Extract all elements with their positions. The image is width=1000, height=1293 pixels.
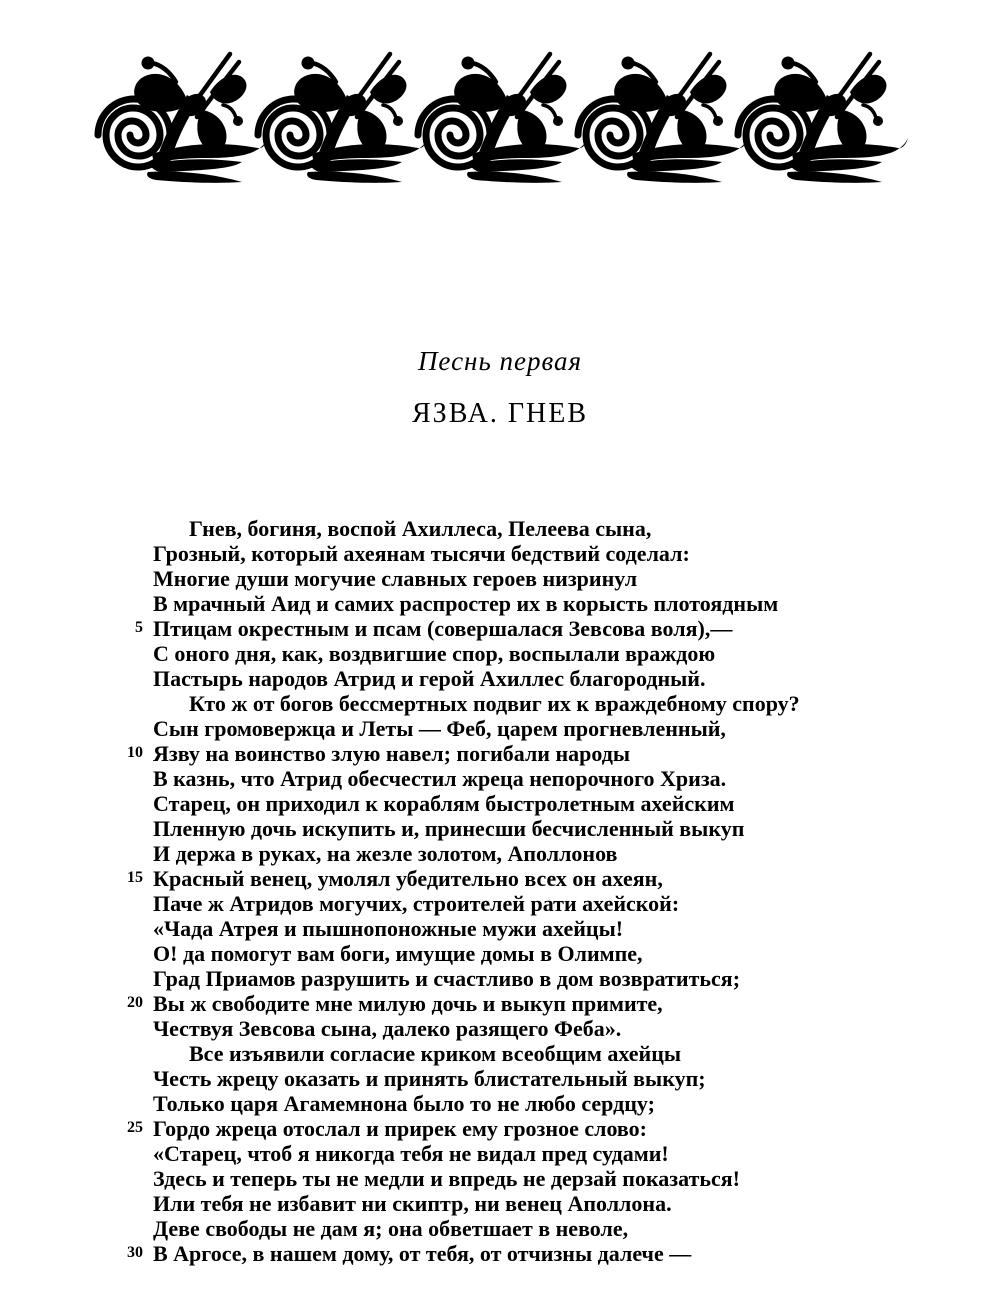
poem-line-text: Птицам окрестным и псам (совершалася Зевсова воля),— — [153, 616, 733, 641]
line-number: 20 — [127, 994, 143, 1011]
poem-line-text: Грозный, который ахеянам тысячи бедствий соделал: — [153, 541, 690, 566]
poem-line — [153, 1216, 800, 1241]
line-number: 30 — [127, 1244, 143, 1261]
poem-line — [127, 866, 800, 891]
poem-line — [153, 1016, 800, 1041]
poem-line-text: О! да помогут вам боги, имущие домы в Олимпе, — [153, 941, 643, 966]
poem-line — [153, 916, 800, 941]
poem-line-text: В казнь, что Атрид обесчестил жреца непорочного Хриза. — [153, 766, 727, 791]
line-number: 15 — [127, 869, 143, 886]
poem-line-text: Гнев, богиня, воспой Ахиллеса, Пелеева сына, — [189, 516, 652, 541]
poem-line-text: Вы ж свободите мне милую дочь и выкуп примите, — [153, 991, 663, 1016]
poem-line-text: Деве свободы не дам я; она обветшает в неволе, — [153, 1216, 629, 1241]
poem-line-text: Здесь и теперь ты не медли и впредь не дерзай показаться! — [153, 1166, 740, 1191]
poem-line — [153, 1091, 800, 1116]
poem-line — [153, 1191, 800, 1216]
floral-motif-icon — [578, 54, 748, 183]
poem-line-text: Только царя Агамемнона было то не любо сердцу; — [153, 1091, 655, 1116]
poem-text-block — [127, 516, 800, 1266]
poem-line — [135, 616, 800, 641]
poem-line — [127, 991, 800, 1016]
poem-line-text: Пленную дочь искупить и, принесши бесчисленный выкуп — [153, 816, 745, 841]
poem-line-text: Честь жрецу оказать и принять блистательный выкуп; — [153, 1066, 706, 1091]
poem-line — [153, 566, 800, 591]
poem-line-text: В мрачный Аид и самих распростер их в корысть плотоядным — [153, 591, 779, 616]
poem-line-text: «Чада Атрея и пышнопоножные мужи ахейцы! — [153, 916, 624, 941]
poem-line-text: Многие души могучие славных героев низринул — [153, 566, 638, 591]
floral-motif-icon — [738, 54, 908, 183]
line-number: 25 — [127, 1119, 143, 1136]
poem-line — [127, 1116, 800, 1141]
song-title: Песнь первая — [417, 346, 583, 376]
poem-line — [153, 841, 800, 866]
poem-line — [153, 1041, 800, 1066]
line-number: 10 — [127, 744, 143, 761]
poem-line-text: Все изъявили согласие криком всеобщим ахейцы — [189, 1041, 682, 1066]
poem-line — [153, 966, 800, 991]
poem-line-text: И держа в руках, на жезле золотом, Аполлонов — [153, 841, 618, 866]
poem-line-text: Пастырь народов Атрид и герой Ахиллес благородный. — [153, 666, 706, 691]
poem-line-text: Кто ж от богов бессмертных подвиг их к враждебному спору? — [189, 691, 800, 716]
poem-line — [153, 816, 800, 841]
poem-line — [153, 666, 800, 691]
poem-line — [127, 1241, 800, 1266]
poem-line-text: С оного дня, как, воздвигшие спор, воспылали враждою — [153, 641, 716, 666]
floral-ornament-band — [84, 50, 914, 185]
floral-motif-icon — [258, 54, 428, 183]
poem-line — [153, 891, 800, 916]
poem-line-text: Язву на воинство злую навел; погибали народы — [153, 741, 631, 766]
floral-motif-icon — [98, 54, 268, 183]
poem-line — [153, 541, 800, 566]
floral-motif-icon — [418, 54, 588, 183]
poem-line-text: Гордо жреца отослал и прирек ему грозное слово: — [153, 1116, 647, 1141]
poem-line — [153, 1066, 800, 1091]
poem-line-text: Град Приамов разрушить и счастливо в дом возвратиться; — [153, 966, 741, 991]
poem-line — [127, 741, 800, 766]
poem-line-text: Паче ж Атридов могучих, строителей рати ахейской: — [153, 891, 680, 916]
poem-line — [153, 591, 800, 616]
poem-line-text: В Аргосе, в нашем дому, от тебя, от отчизны далече — — [153, 1241, 692, 1266]
poem-line-text: Чествуя Зевсова сына, далеко разящего Феба». — [153, 1016, 622, 1041]
poem-line-text: Сын громовержца и Леты — Феб, царем прогневленный, — [153, 716, 726, 741]
poem-line — [153, 1141, 800, 1166]
poem-line-text: Или тебя не избавит ни скиптр, ни венец Аполлона. — [153, 1191, 672, 1216]
poem-line — [153, 516, 800, 541]
poem-line — [153, 791, 800, 816]
poem-line-text: Старец, он приходил к кораблям быстролетным ахейским — [153, 791, 735, 816]
poem-line — [153, 1166, 800, 1191]
line-number: 5 — [135, 619, 143, 636]
poem-line — [153, 941, 800, 966]
poem-line — [153, 641, 800, 666]
poem-line — [153, 691, 800, 716]
poem-line — [153, 766, 800, 791]
poem-line-text: Красный венец, умолял убедительно всех он ахеян, — [153, 866, 663, 891]
poem-line — [153, 716, 800, 741]
poem-line-text: «Старец, чтоб я никогда тебя не видал пред судами! — [153, 1141, 669, 1166]
chapter-title: ЯЗВА. ГНЕВ — [411, 398, 589, 429]
